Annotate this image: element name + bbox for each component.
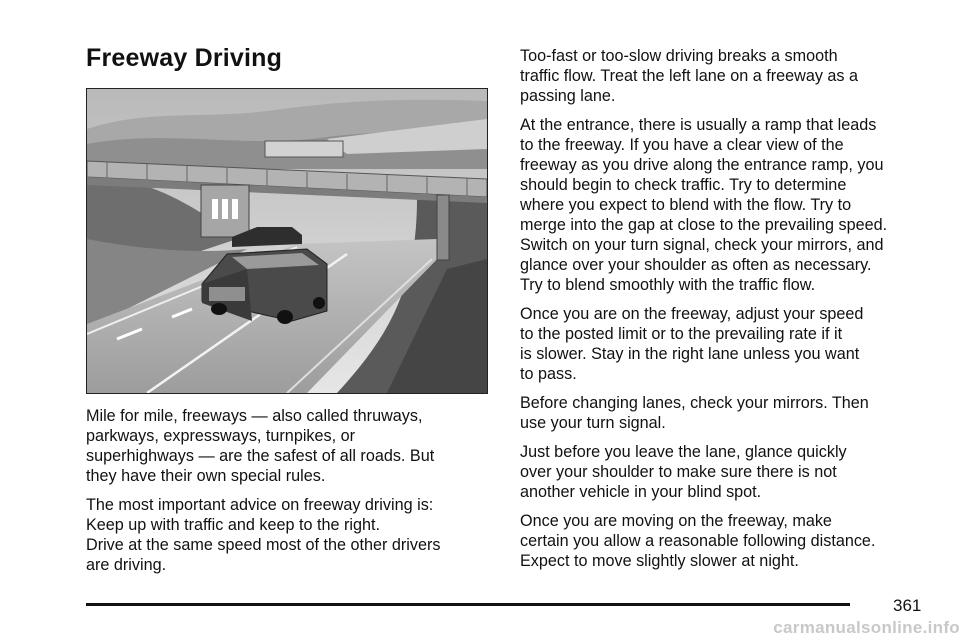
- page-title: Freeway Driving: [86, 44, 283, 72]
- paragraph: Too-fast or too-slow driving breaks a smooth traffic flow. Treat the left lane on a freeway as a passing lane.: [520, 47, 859, 105]
- paragraph: At the entrance, there is usually a ramp that leads to the freeway. If you have a clear view of the freeway as you drive along the entrance ramp, you should begin to check traffic. Try to determine where you expect to blend with the flow. Try to merge into the gap at close to the prevailing speed. Switch on your turn signal, check your mirrors, and glance over your shoulder as often as necessary. Try to blend smoothly with the traffic flow.: [520, 116, 888, 294]
- paragraph: Mile for mile, freeways — also called thruways, parkways, expressways, turnpikes, or superhighways — are the safest of all roads. But they have their own special rules.: [86, 407, 435, 485]
- paragraph: Just before you leave the lane, glance quickly over your shoulder to make sure there is not another vehicle in your blind spot.: [520, 443, 847, 501]
- paragraph: Once you are moving on the freeway, make certain you allow a reasonable following distance. Expect to move slightly slower at night.: [520, 512, 876, 570]
- watermark: carmanualsonline.info: [773, 618, 960, 637]
- right-column-text: [520, 46, 920, 580]
- paragraph: The most important advice on freeway driving is: Keep up with traffic and keep to the right. Drive at the same speed most of the other drivers are driving.: [86, 496, 441, 574]
- paragraph: Before changing lanes, check your mirrors. Then use your turn signal.: [520, 394, 869, 432]
- page-number: 361: [893, 596, 922, 615]
- freeway-illustration: [86, 88, 488, 394]
- left-column-text: [86, 406, 496, 584]
- paragraph: Once you are on the freeway, adjust your speed to the posted limit or to the prevailing rate if it is slower. Stay in the right lane unless you want to pass.: [520, 305, 864, 383]
- footer-rule: [86, 603, 850, 606]
